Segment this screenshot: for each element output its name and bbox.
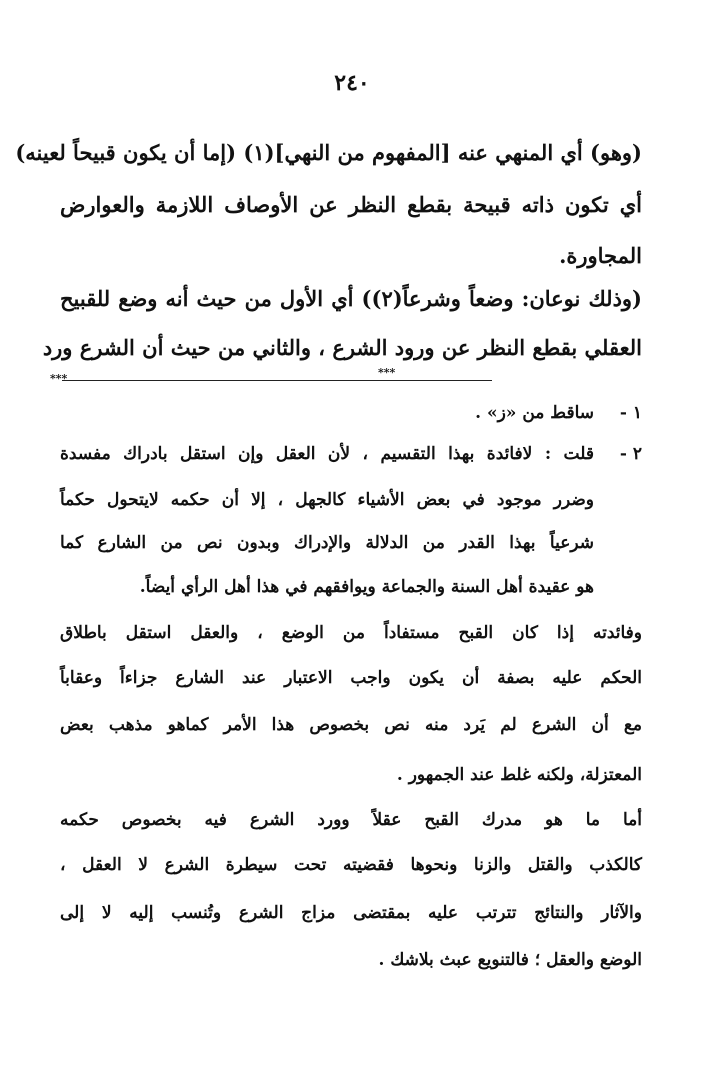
note-continuation-line-3: مع أن الشرع لم يَرد منه نص بخصوص هذا الأمر كماهو مذهب بعض [60, 715, 642, 735]
main-text-line-2: أي تكون ذاته قبيحة بقطع النظر عن الأوصاف اللازمة والعوارض [60, 192, 642, 217]
footnote-2-line-3: شرعياً بهذا القدر من الدلالة والإدراك وبدون نص من الشارع كما [60, 533, 594, 553]
footnote-2-line-1: قلت : لافائدة بهذا التقسيم ، لأن العقل وإن استقل بادراك مفسدة [60, 444, 594, 464]
main-text-line-1: (وهو) أي المنهي عنه [المفهوم من النهي](١) (إما أن يكون قبيحاً لعينه) [15, 140, 642, 165]
footnote-separator [62, 380, 492, 381]
footnote-1-number: ١ - [619, 403, 642, 423]
main-text-line-4: (وذلك نوعان: وضعاً وشرعاً(٢)) أي الأول من حيث أنه وضع للقبيح [60, 286, 642, 311]
footnote-1-text: ساقط من «ز» . [475, 403, 594, 423]
page-number: ٢٤٠ [334, 70, 370, 96]
separator-stars-end: *** [50, 372, 68, 385]
note-continuation-line-4: المعتزلة، ولكنه غلط عند الجمهور . [396, 765, 642, 785]
footnote-2-line-4: هو عقيدة أهل السنة والجماعة ويوافقهم في هذا أهل الرأي أيضاً. [139, 577, 594, 597]
note-paragraph2-line-4: الوضع والعقل ؛ فالتنويع عبث بلاشك . [378, 950, 642, 970]
note-paragraph2-line-1: أما ما هو مدرك القبح عقلاً وورد الشرع فيه بخصوص حكمه [60, 810, 642, 830]
main-text-line-3: المجاورة. [559, 243, 642, 268]
note-continuation-line-1: وفائدته إذا كان القبح مستفاداً من الوضع ، والعقل استقل باطلاق [60, 623, 642, 643]
note-paragraph2-line-3: والآثار والنتائج تترتب عليه بمقتضى مزاج الشرع وتُنسب إليه لا إلى [60, 903, 642, 923]
main-text-line-5: العقلي بقطع النظر عن ورود الشرع ، والثاني من حيث أن الشرع ورد [42, 335, 642, 360]
note-continuation-line-2: الحكم عليه بصفة أن يكون واجب الاعتبار عند الشارع جزاءاً وعقاباً [60, 668, 642, 688]
separator-stars-middle: *** [378, 366, 396, 379]
note-paragraph2-line-2: كالكذب والقتل والزنا ونحوها فقضيته تحت سيطرة الشرع لا العقل ، [60, 855, 642, 875]
footnote-2-number: ٢ - [619, 444, 642, 464]
footnote-2-line-2: وضرر موجود في بعض الأشياء كالجهل ، إلا أن حكمه لايتحول حكماً [60, 490, 594, 510]
